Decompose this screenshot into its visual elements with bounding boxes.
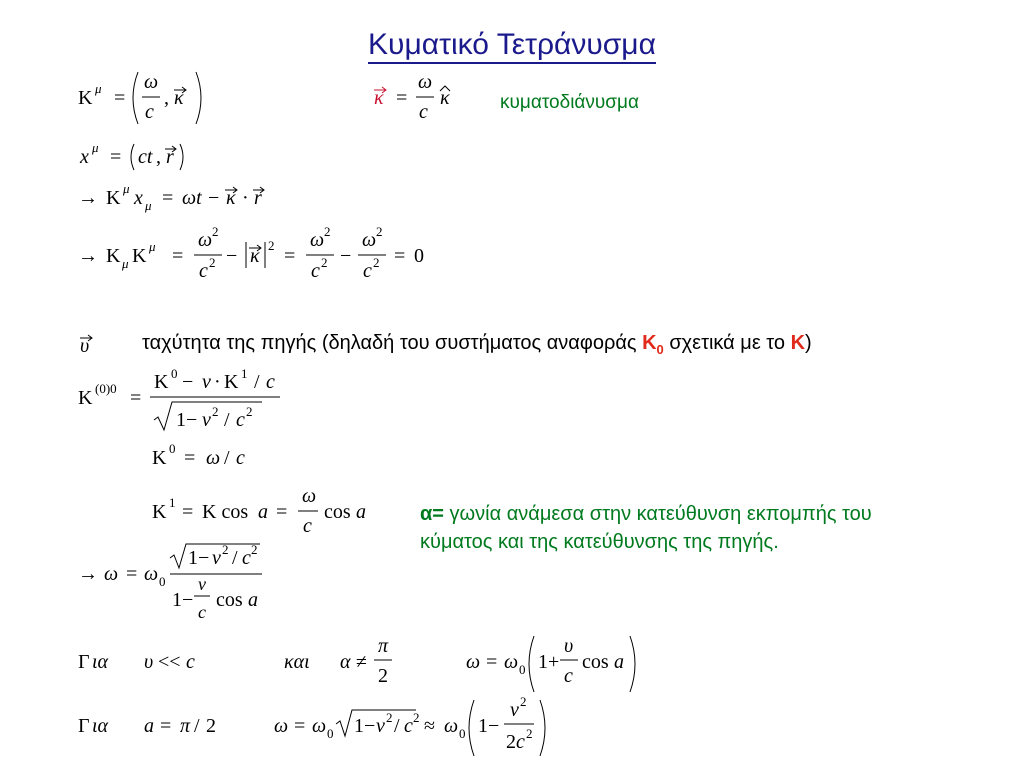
svg-text:2: 2 [246, 404, 253, 419]
svg-text:=: = [184, 447, 196, 469]
svg-text:c: c [236, 447, 245, 469]
svg-text:v: v [376, 715, 385, 737]
equation-transverse-case [78, 708, 238, 744]
svg-text:μ: μ [123, 181, 130, 196]
svg-text:2: 2 [212, 224, 219, 239]
wave-vector-label: κυματοδιάνυσμα [500, 92, 639, 113]
svg-text:x: x [80, 146, 89, 168]
svg-text:(0)0: (0)0 [95, 381, 117, 396]
svg-text:α: α [340, 651, 351, 673]
frame-k0: $K_0$ [642, 332, 664, 357]
equation-lorentz-k0 [78, 366, 298, 438]
svg-text:−: − [340, 245, 352, 267]
svg-text:2: 2 [386, 710, 393, 725]
svg-text:/: / [194, 715, 200, 737]
svg-text:=: = [114, 87, 126, 109]
svg-text:K: K [78, 87, 93, 109]
svg-text:π: π [378, 635, 389, 657]
svg-text:c: c [186, 651, 195, 673]
svg-text:Γ: Γ [78, 715, 90, 737]
svg-text:c: c [198, 602, 206, 622]
svg-text:2: 2 [506, 731, 516, 753]
svg-text:c: c [311, 260, 320, 282]
equation-classical-doppler [464, 630, 644, 698]
equation-dispersion [78, 224, 438, 290]
svg-text:=: = [396, 87, 408, 109]
svg-text:x: x [134, 187, 143, 209]
svg-text:ω: ω [362, 229, 377, 251]
equation-position-four-vector [78, 138, 198, 174]
svg-text:K: K [106, 187, 121, 209]
svg-text:cos: cos [216, 589, 243, 611]
svg-text:a: a [258, 501, 268, 523]
svg-text:a: a [614, 651, 624, 673]
svg-text:ω: ω [504, 651, 519, 673]
svg-text:,: , [164, 87, 169, 109]
svg-text:c: c [199, 260, 208, 282]
svg-text:0: 0 [327, 726, 334, 741]
frame-k: K [790, 332, 806, 354]
svg-text:μ: μ [95, 81, 102, 96]
svg-text:υ: υ [564, 635, 574, 657]
svg-text:2: 2 [251, 542, 258, 557]
svg-text:/: / [394, 715, 400, 737]
svg-text:=: = [110, 146, 122, 168]
svg-text:ια: ια [92, 715, 109, 737]
svg-text:c: c [564, 665, 573, 687]
equation-k0 [150, 442, 260, 472]
svg-text:v: v [202, 371, 211, 393]
svg-text:=: = [172, 245, 184, 267]
equation-transverse-doppler [272, 694, 562, 760]
svg-text:1+: 1+ [538, 651, 560, 673]
equation-wave-four-vector [78, 66, 218, 130]
svg-text:·: · [242, 187, 249, 209]
svg-text:c: c [242, 547, 251, 569]
equation-phase [78, 180, 288, 216]
svg-text:K: K [154, 371, 169, 393]
svg-text:υ: υ [144, 651, 154, 673]
svg-text:cos: cos [324, 501, 351, 523]
svg-text:=: = [162, 187, 174, 209]
svg-text:=: = [130, 387, 142, 409]
svg-text:0: 0 [171, 366, 178, 381]
svg-text:=: = [284, 245, 296, 267]
svg-text:cos: cos [582, 651, 609, 673]
svg-text:1−: 1− [478, 715, 500, 737]
svg-text:0: 0 [414, 245, 424, 267]
svg-text:=: = [160, 715, 172, 737]
angle-definition-line2: κύματος και της κατεύθυνσης της πηγής. [420, 531, 779, 553]
svg-text:c: c [419, 101, 428, 123]
svg-text:,: , [156, 146, 161, 168]
svg-text:K: K [152, 501, 167, 523]
svg-text:r: r [166, 146, 174, 168]
svg-text:μ: μ [92, 140, 99, 155]
svg-text:και: και [284, 651, 310, 673]
svg-text:μ: μ [145, 198, 152, 213]
source-velocity-close: ) [805, 332, 812, 354]
svg-text:a: a [356, 501, 366, 523]
svg-text:ω: ω [302, 486, 317, 507]
svg-text:c: c [236, 409, 245, 431]
svg-text:1−: 1− [176, 409, 198, 431]
svg-text:ια: ια [92, 651, 109, 673]
svg-text:ω: ω [198, 229, 213, 251]
svg-text:2: 2 [376, 224, 383, 239]
svg-text:0: 0 [169, 442, 176, 456]
svg-text:ω: ω [312, 715, 327, 737]
svg-text:2: 2 [520, 694, 527, 709]
svg-text:/: / [224, 409, 230, 431]
svg-text:ω: ω [206, 447, 221, 469]
svg-text:ω: ω [144, 563, 159, 585]
velocity-symbol [78, 330, 102, 360]
page-title: Κυματικό Τετράνυσμα [0, 28, 1024, 62]
svg-text:ω: ω [104, 563, 119, 585]
svg-text:2: 2 [373, 255, 380, 270]
svg-text:ω: ω [418, 71, 433, 93]
svg-text:2: 2 [222, 542, 229, 557]
svg-text:2: 2 [413, 710, 420, 725]
svg-text:c: c [145, 101, 154, 123]
svg-text:−: − [182, 371, 194, 393]
svg-text:v: v [212, 547, 221, 569]
svg-text:ct: ct [138, 146, 153, 168]
svg-text:K cos: K cos [202, 501, 249, 523]
svg-text:κ: κ [250, 245, 260, 267]
svg-text:v: v [198, 574, 206, 594]
svg-text:π: π [180, 715, 191, 737]
svg-text:1−: 1− [354, 715, 376, 737]
equation-wave-vector [372, 66, 472, 130]
svg-text:→: → [78, 245, 98, 267]
svg-text:0: 0 [459, 726, 466, 741]
svg-text:2: 2 [378, 665, 388, 687]
svg-text:κ: κ [374, 87, 384, 109]
svg-text:κ: κ [174, 87, 184, 109]
equation-k1 [150, 486, 380, 546]
svg-text:→: → [78, 563, 98, 585]
svg-text:1−: 1− [188, 547, 210, 569]
svg-text:v: v [510, 699, 519, 721]
svg-text:2: 2 [212, 404, 219, 419]
angle-definition [420, 500, 872, 556]
svg-text:μ: μ [122, 256, 129, 271]
svg-text:ω: ω [466, 651, 481, 673]
source-velocity-mid: σχετικά με το [663, 332, 791, 354]
svg-text:c: c [363, 260, 372, 282]
svg-text:ω: ω [144, 71, 159, 93]
svg-text:r: r [254, 187, 262, 209]
svg-text:≈: ≈ [424, 715, 435, 737]
svg-text:κ: κ [440, 87, 450, 109]
svg-text:−: − [208, 187, 220, 209]
equation-nonrelativistic-case [78, 634, 481, 698]
svg-text:κ: κ [226, 187, 236, 209]
svg-text:Γ: Γ [78, 651, 90, 673]
svg-text:c: c [266, 371, 275, 393]
svg-text:0: 0 [159, 574, 166, 589]
svg-text:<<: << [158, 651, 181, 673]
svg-text:a: a [144, 715, 154, 737]
svg-text:·: · [214, 371, 221, 393]
svg-text:=: = [486, 651, 498, 673]
svg-text:0: 0 [519, 662, 526, 677]
svg-text:υ: υ [80, 335, 90, 357]
svg-text:=: = [394, 245, 406, 267]
svg-text:→: → [78, 187, 98, 209]
svg-text:c: c [516, 731, 525, 753]
svg-text:v: v [202, 409, 211, 431]
svg-text:ωt: ωt [182, 187, 202, 209]
svg-text:=: = [182, 501, 194, 523]
svg-text:=: = [126, 563, 138, 585]
svg-text:/: / [224, 447, 230, 469]
angle-definition-line1: α= γωνία ανάμεσα στην κατεύθυνση εκπομπής του [420, 503, 872, 525]
svg-text:≠: ≠ [356, 651, 367, 673]
svg-text:−: − [226, 245, 238, 267]
source-velocity-description: ταχύτητα της πηγής (δηλαδή του συστήματος αναφοράς [142, 332, 643, 354]
svg-text:1: 1 [241, 366, 248, 381]
svg-text:=: = [276, 501, 288, 523]
svg-text:ω: ω [444, 715, 459, 737]
svg-text:c: c [303, 515, 312, 537]
svg-text:2: 2 [321, 255, 328, 270]
svg-text:=: = [294, 715, 306, 737]
svg-text:/: / [254, 371, 260, 393]
equation-doppler [78, 540, 278, 630]
svg-text:1: 1 [169, 495, 176, 510]
svg-text:K: K [106, 245, 121, 267]
svg-text:K: K [78, 387, 93, 409]
svg-text:K: K [152, 447, 167, 469]
svg-text:a: a [248, 589, 258, 611]
source-velocity-text [142, 332, 812, 357]
svg-text:K: K [132, 245, 147, 267]
svg-text:ω: ω [310, 229, 325, 251]
svg-text:2: 2 [324, 224, 331, 239]
svg-text:2: 2 [268, 238, 275, 253]
svg-text:2: 2 [209, 255, 216, 270]
svg-text:K: K [224, 371, 239, 393]
svg-text:ω: ω [274, 715, 289, 737]
svg-text:2: 2 [526, 726, 533, 741]
svg-text:c: c [404, 715, 413, 737]
svg-text:/: / [232, 547, 238, 569]
svg-text:1−: 1− [172, 589, 194, 611]
svg-text:2: 2 [206, 715, 216, 737]
svg-text:μ: μ [149, 239, 156, 254]
